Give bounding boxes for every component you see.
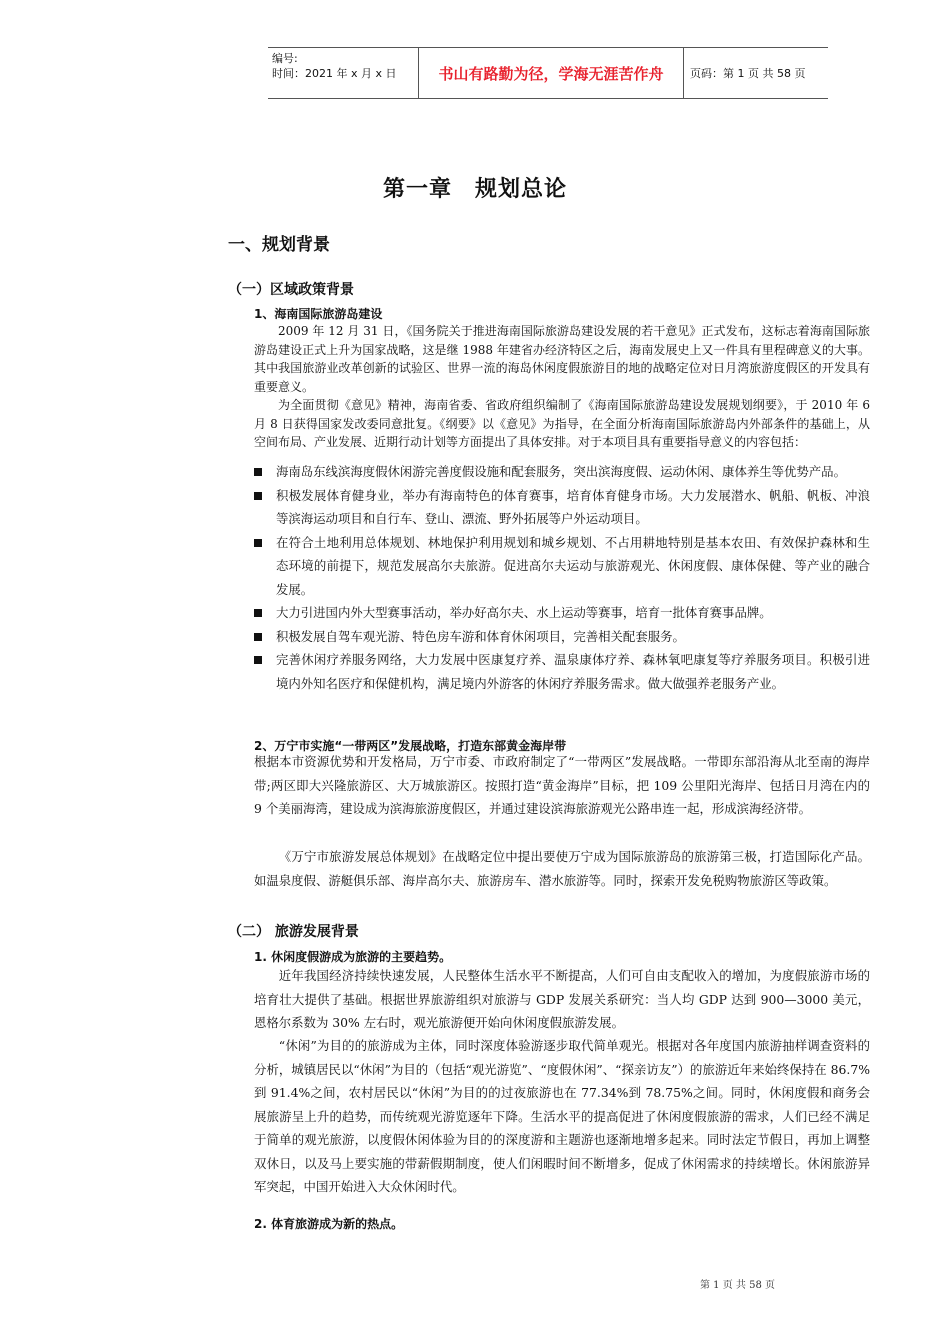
list-item-text: 在符合土地利用总体规划、林地保护利用规划和城乡规划、不占用耕地特别是基本农田、有效保护森林和生态环境的前提下，规范发展高尔夫旅游。促进高尔夫运动与旅游观光、休闲度假、康体保健、等产业的融合发展。 bbox=[276, 534, 870, 597]
page-footer: 第 1 页 共 58 页 bbox=[700, 1280, 775, 1291]
number-label: 编号: bbox=[272, 52, 298, 65]
header-page-label: 页码：第 1 页 共 58 页 bbox=[690, 67, 806, 80]
square-bullet-icon bbox=[254, 492, 262, 500]
item-title-hainan: 1、海南国际旅游岛建设 bbox=[254, 307, 383, 321]
square-bullet-icon bbox=[254, 609, 262, 617]
page-header bbox=[268, 47, 828, 99]
list-item bbox=[254, 460, 870, 484]
policy-bullet-list bbox=[254, 460, 870, 695]
list-item bbox=[254, 484, 870, 531]
list-item bbox=[254, 648, 870, 695]
list-item-text: 大力引进国内外大型赛事活动，举办好高尔夫、水上运动等赛事，培育一批体育赛事品牌。 bbox=[276, 605, 772, 620]
item-title-wanning: 2、万宁市实施“一带两区”发展战略，打造东部黄金海岸带 bbox=[254, 739, 567, 753]
paragraph: 《万宁市旅游发展总体规划》在战略定位中提出要使万宁成为国际旅游岛的旅游第三极，打造国际化产品。如温泉度假、游艇俱乐部、海岸高尔夫、旅游房车、潜水旅游等。同时，探索开发免税购物旅游区等政策。 bbox=[254, 849, 870, 888]
paragraph: “休闲”为目的的旅游成为主体，同时深度体验游逐步取代简单观光。根据对各年度国内旅游抽样调查资料的分析，城镇居民以“休闲”为目的（包括“观光游览”、“度假休闲”、“探亲访友”）的旅游近年来始终保持在 86.7%到 91.4%之间，农村居民以“休闲”为目的的过夜旅游也在 77.34%到 78.75%之间。同时，休闲度假和商务会展旅游呈上升的趋势，而传统观光游览逐年下降。生活水平的提高促进了休闲度假旅游的需求，人们已经不满足于简单的观光旅游，以度假休闲体验为目的的深度游和主题游也逐渐地增多起来。同时法定节假日，再加上调整双休日，以及马上要实施的带薪假期制度，使人们闲暇时间不断增多，促成了休闲需求的持续增长。休闲旅游异军突起，中国开始进入大众休闲时代。 bbox=[254, 1038, 870, 1194]
paragraph: 为全面贯彻《意见》精神，海南省委、省政府组织编制了《海南国际旅游岛建设发展规划纲要》，于 2010 年 6 月 8 日获得国家发改委同意批复。《纲要》以《意见》为指导，在全面分析海南国际旅游岛内外部条件的基础上，从空间布局、产业发展、近期行动计划等方面提出了具体安排。对于本项目具有重要指导意义的内容包括： bbox=[254, 398, 870, 449]
square-bullet-icon bbox=[254, 633, 262, 641]
paragraph: 根据本市资源优势和开发格局，万宁市委、市政府制定了“一带两区”发展战略。一带即东部沿海从北至南的海岸带;两区即大兴隆旅游区、大万城旅游区。按照打造“黄金海岸”目标，把 109 公里阳光海岸、包括日月湾在内的 9 个美丽海湾，建设成为滨海旅游度假区，并通过建设滨海旅游观光公路串连一起，形成滨海经济带。 bbox=[254, 754, 870, 816]
subsection-title-tourism: （二） 旅游发展背景 bbox=[228, 924, 359, 940]
time-label: 时间：2021 年 x 月 x 日 bbox=[272, 67, 397, 80]
section-title: 一、规划背景 bbox=[228, 235, 330, 255]
chapter-title: 第一章 规划总论 bbox=[382, 177, 567, 202]
header-motto: 书山有路勤为径，学海无涯苦作舟 bbox=[419, 48, 684, 98]
paragraph: 近年我国经济持续快速发展，人民整体生活水平不断提高，人们可自由支配收入的增加，为度假旅游市场的培育壮大提供了基础。根据世界旅游组织对旅游与 GDP 发展关系研究：当人均 GDP 达到 900—3000 美元，恩格尔系数为 30% 左右时，观光旅游便开始向休闲度假旅游发展。 bbox=[254, 968, 870, 1030]
subsection-title-policy: （一）区域政策背景 bbox=[228, 282, 354, 298]
list-item bbox=[254, 625, 870, 649]
list-item-text: 完善休闲疗养服务网络，大力发展中医康复疗养、温泉康体疗养、森林氧吧康复等疗养服务项目。积极引进境内外知名医疗和保健机构，满足境内外游客的休闲疗养服务需求。做大做强养老服务产业。 bbox=[276, 652, 870, 691]
square-bullet-icon bbox=[254, 468, 262, 476]
list-item-text: 积极发展自驾车观光游、特色房车游和体育休闲项目，完善相关配套服务。 bbox=[276, 628, 685, 644]
list-item bbox=[254, 601, 870, 625]
square-bullet-icon bbox=[254, 656, 262, 664]
paragraph: 2009 年 12 月 31 日，《国务院关于推进海南国际旅游岛建设发展的若干意见》正式发布，这标志着海南国际旅游岛建设正式上升为国家战略，这是继 1988 年建省办经济特区之后，海南发展史上又一件具有里程碑意义的大事。其中我国旅游业改革创新的试验区、世界一流的海岛休闲度假旅游目的地的战略定位对日月湾旅游度假区的开发具有重要意义。 bbox=[254, 324, 870, 394]
list-item bbox=[254, 531, 870, 602]
header-meta bbox=[268, 48, 419, 98]
list-item-text: 海南岛东线滨海度假休闲游完善度假设施和配套服务，突出滨海度假、运动休闲、康体养生等优势产品。 bbox=[276, 464, 846, 479]
item-title-leisure: 1. 休闲度假游成为旅游的主要趋势。 bbox=[254, 950, 452, 964]
square-bullet-icon bbox=[254, 539, 262, 547]
item-title-sports: 2. 体育旅游成为新的热点。 bbox=[254, 1217, 404, 1231]
list-item-text: 积极发展体育健身业，举办有海南特色的体育赛事，培育体育健身市场。大力发展潜水、帆船、帆板、冲浪等滨海运动项目和自行车、登山、漂流、野外拓展等户外运动项目。 bbox=[276, 487, 870, 526]
